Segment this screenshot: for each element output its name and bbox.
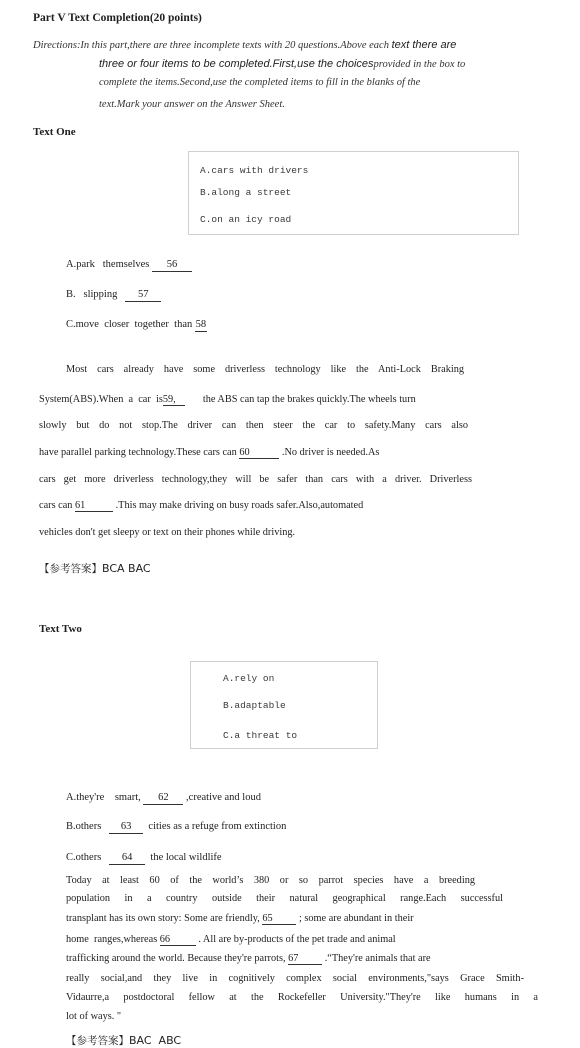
directions-line-2-a: three or four items to be completed.First,use the choices <box>99 58 374 70</box>
para-text: System(ABS).When a car is <box>39 394 163 405</box>
text-one-para-line-1 <box>66 364 464 375</box>
para-text: home ranges,whereas <box>66 934 160 945</box>
text-two-para-line-8 <box>66 1011 121 1022</box>
text-two-para-line-1 <box>66 875 475 886</box>
para-text: cars can <box>39 500 76 511</box>
text-two-para-line-5 <box>66 953 527 965</box>
blank-63: 63 <box>109 821 143 834</box>
directions-line-1-a: Directions:In this part,there are three incomplete texts with 20 questions.Above each <box>33 40 392 51</box>
text-two-para-line-2 <box>66 893 503 904</box>
blank-64: 64 <box>109 852 145 865</box>
text-two-para-line-3 <box>66 913 515 925</box>
directions-line-2-b: provided in the box to <box>373 59 466 70</box>
para-text: .No driver is needed.As <box>279 447 380 458</box>
directions-line-1-b: text there are <box>391 39 457 51</box>
para-text: trafficking around the world. Because they're parrots, <box>66 953 289 964</box>
answer-label: 【参考答案】 <box>66 1035 129 1047</box>
para-text: Today at least 60 of the world’s 380 or so parrot species have a breeding <box>66 875 475 886</box>
answer-value: BAC ABC <box>129 1034 182 1047</box>
text-two-title: Text Two <box>39 623 82 635</box>
text-one-option-c: C.on an icy road <box>200 214 292 225</box>
para-text: . All are by-products of the pet trade and animal <box>195 934 396 945</box>
text-two-item-a <box>66 792 261 805</box>
item-suffix: the local wildlife <box>145 852 222 863</box>
para-text: transplant has its own story: Some are friendly, <box>66 913 263 924</box>
text-one-item-c <box>66 319 207 332</box>
para-text: .This may make driving on busy roads safer.Also,automated <box>113 500 364 511</box>
blank-58: 58 <box>195 319 207 330</box>
text-one-para-line-4 <box>39 447 465 459</box>
text-one-title: Text One <box>33 126 76 138</box>
item-prefix: A.park themselves <box>66 259 153 270</box>
item-suffix: ,creative and loud <box>183 792 261 803</box>
text-two-options-box <box>190 661 378 749</box>
text-two-answer <box>66 1033 181 1048</box>
answer-label: 【参考答案】 <box>39 563 102 575</box>
directions-line-4: text.Mark your answer on the Answer Sheet. <box>99 99 285 110</box>
item-suffix: cities as a refuge from extinction <box>143 821 287 832</box>
text-two-option-a: A.rely on <box>223 673 275 684</box>
directions-line-3: complete the items.Second,use the completed items to fill in the blanks of the <box>99 77 421 88</box>
text-one-para-line-2 <box>39 394 482 406</box>
item-prefix: C.others <box>66 852 110 863</box>
text-two-para-line-7 <box>66 992 538 1003</box>
blank-60: 60 <box>239 447 279 459</box>
item-prefix: B. slipping <box>66 289 126 300</box>
text-two-option-b: B.adaptable <box>223 700 286 711</box>
text-one-option-a: A.cars with drivers <box>200 165 309 176</box>
text-one-item-a <box>66 259 192 272</box>
para-text: cars get more driverless technology,they will be safer than cars with a driver. Driverless <box>39 474 472 485</box>
blank-62: 62 <box>143 792 183 805</box>
para-text: the ABS can tap the brakes quickly.The wheels turn <box>184 394 416 405</box>
text-one-para-line-6 <box>39 500 459 512</box>
text-one-answer <box>39 561 151 576</box>
text-one-para-line-5 <box>39 474 472 485</box>
blank-59: 59, <box>163 394 185 406</box>
text-one-options-box <box>188 151 519 235</box>
para-text: vehicles don't get sleepy or text on their phones while driving. <box>39 527 296 538</box>
para-text: population in a country outside their natural geographical range.Each successful <box>66 893 503 904</box>
blank-67: 67 <box>288 953 322 965</box>
text-two-item-b <box>66 821 286 834</box>
para-text: slowly but do not stop.The driver can then steer the car to safety.Many cars also <box>39 420 468 431</box>
para-text: .“They're animals that are <box>322 953 431 964</box>
blank-57: 57 <box>125 289 161 302</box>
para-text: lot of ways. " <box>66 1011 122 1022</box>
para-text: have parallel parking technology.These cars can <box>39 447 240 458</box>
text-one-para-line-3 <box>39 420 468 431</box>
para-text: Most cars already have some driverless technology like the Anti-Lock Braking <box>66 364 464 375</box>
blank-56: 56 <box>152 259 192 272</box>
blank-66: 66 <box>160 934 196 946</box>
item-prefix: C.move closer together than <box>66 319 195 330</box>
para-text: ; some are abundant in their <box>296 913 414 924</box>
para-text: Vidaurre,a postdoctoral fellow at the Rockefeller University."They're like humans in a <box>66 992 538 1003</box>
item-prefix: B.others <box>66 821 110 832</box>
blank-61: 61 <box>75 500 113 512</box>
text-one-item-b <box>66 289 161 302</box>
directions-line-2 <box>99 58 465 70</box>
answer-value: BCA BAC <box>102 562 151 575</box>
text-one-option-b: B.along a street <box>200 187 292 198</box>
text-two-item-c <box>66 852 222 865</box>
directions-line-1 <box>33 39 456 51</box>
blank-65: 65 <box>262 913 296 925</box>
text-one-para-line-7 <box>39 527 295 538</box>
item-prefix: A.they're smart, <box>66 792 144 803</box>
text-two-para-line-6 <box>66 973 524 984</box>
text-two-para-line-4 <box>66 934 511 946</box>
para-text: really social,and they live in cognitively complex social environments,"says Grace Smith- <box>66 973 524 984</box>
text-two-option-c: C.a threat to <box>223 730 298 741</box>
part-title: Part V Text Completion(20 points) <box>33 12 202 24</box>
